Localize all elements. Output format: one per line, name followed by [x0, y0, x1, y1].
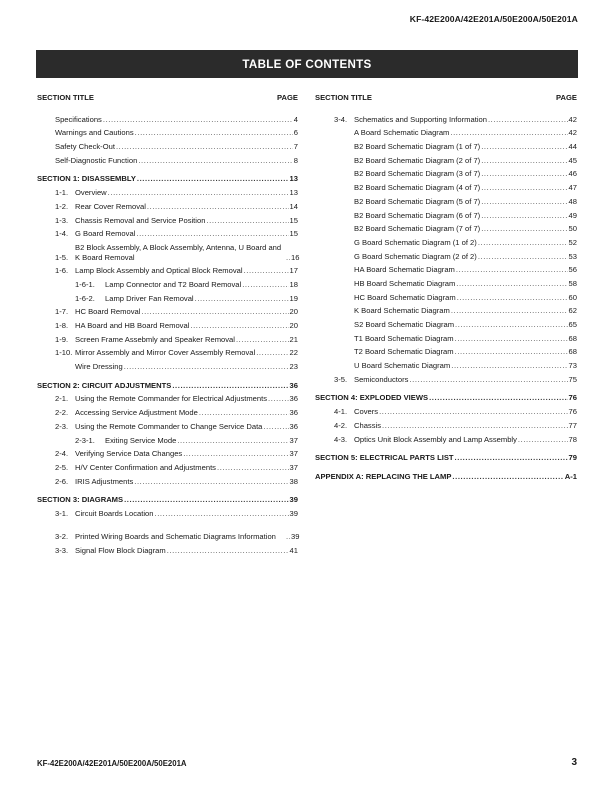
toc-column-left	[37, 93, 298, 556]
toc-entry-page: 36	[289, 421, 298, 431]
toc-entry-title: T1 Board Schematic Diagram	[354, 333, 454, 343]
toc-entry-title: Schematics and Supporting Information	[354, 114, 487, 124]
dot-leader	[141, 307, 288, 317]
toc-entry-title: Using the Remote Commander to Change Service Data	[75, 421, 263, 431]
dot-leader	[481, 197, 567, 207]
dot-leader	[286, 253, 290, 263]
toc-entry-page: 45	[568, 155, 577, 165]
dot-leader	[124, 495, 288, 505]
toc-entry[interactable]	[37, 542, 298, 556]
dot-leader	[478, 252, 568, 262]
dot-leader	[455, 320, 568, 330]
toc-entry-number: 1-7.	[55, 307, 69, 317]
toc-entry-title: Optics Unit Block Assembly and Lamp Assembly	[354, 434, 517, 444]
toc-entry-title: Screen Frame Assebmly and Speaker Removal	[75, 334, 235, 344]
toc-entry-number: 1-3.	[55, 215, 69, 225]
toc-entry[interactable]	[37, 304, 298, 318]
toc-entry-number: 2-5.	[55, 462, 69, 472]
toc-entry-title: Printed Wiring Boards and Schematic Diagrams Information	[75, 532, 276, 542]
toc-entry-page: 37	[289, 462, 298, 472]
toc-entry-page: 62	[568, 306, 577, 316]
toc-entry-number: 1-2.	[55, 201, 69, 211]
dot-leader	[167, 546, 289, 556]
toc-entry-page: 68	[568, 333, 577, 343]
toc-entry[interactable]	[37, 519, 298, 542]
dot-leader	[137, 174, 289, 184]
dot-leader	[429, 393, 567, 403]
toc-entry[interactable]	[37, 358, 298, 372]
toc-entry-title: G Board Schematic Diagram (2 of 2)	[354, 251, 477, 261]
toc-entry[interactable]	[37, 263, 298, 277]
toc-entry-page: 76	[568, 393, 577, 403]
toc-entry-title: Chassis	[354, 420, 382, 430]
toc-entry-title: Using the Remote Commander for Electrical Adjustments	[75, 394, 268, 404]
toc-entry-title: HB Board Schematic Diagram	[354, 278, 456, 288]
toc-entry-page: 39	[289, 495, 298, 505]
toc-entry-title: HA Board and HB Board Removal	[75, 321, 190, 331]
toc-entry-title: Lamp Connector and T2 Board Removal	[105, 279, 242, 289]
toc-entry-number: 3-3.	[55, 546, 69, 556]
toc-entry-title: Wire Dressing	[75, 362, 123, 372]
section-title-heading: SECTION TITLE	[37, 93, 94, 102]
dot-leader	[455, 347, 568, 357]
toc-entry-title: Covers	[354, 407, 379, 417]
toc-entry-page: 19	[289, 293, 298, 303]
toc-entry-title: Accessing Service Adjustment Mode	[75, 408, 198, 418]
toc-entry-page: 36	[289, 394, 298, 404]
dot-leader	[135, 128, 293, 138]
toc-entry-number: 3-2.	[55, 532, 69, 542]
dot-leader	[456, 279, 567, 289]
toc-section-entry[interactable]	[315, 468, 577, 482]
toc-entry[interactable]	[37, 125, 298, 139]
toc-entry[interactable]	[37, 459, 298, 473]
toc-entry[interactable]	[315, 179, 577, 193]
toc-entry[interactable]	[315, 166, 577, 180]
toc-entry-page: 38	[289, 476, 298, 486]
toc-entry-title: Self-Diagnostic Function	[55, 155, 138, 165]
toc-entry-title: Lamp Driver Fan Removal	[105, 293, 194, 303]
toc-entry-title: B2 Block Assembly, A Block Assembly, Antenna, U Board and K Board Removal	[75, 242, 282, 262]
toc-list-right	[315, 111, 577, 482]
toc-entry-page: 79	[568, 453, 577, 463]
toc-entry-page: 6	[293, 128, 298, 138]
toc-entry-title: HC Board Schematic Diagram	[354, 292, 456, 302]
page-title	[36, 50, 578, 78]
toc-entry-number: 1-5.	[55, 252, 69, 262]
toc-entry[interactable]	[37, 290, 298, 304]
toc-entry[interactable]	[37, 317, 298, 331]
toc-entry-page: 37	[289, 435, 298, 445]
toc-entry-title: B2 Board Schematic Diagram (2 of 7)	[354, 155, 481, 165]
toc-entry-page: 53	[568, 251, 577, 261]
toc-entry-title: H/V Center Confirmation and Adjustments	[75, 462, 216, 472]
dot-leader	[481, 169, 567, 179]
toc-entry-page: 21	[289, 334, 298, 344]
toc-entry-number: 1-9.	[55, 334, 69, 344]
toc-entry[interactable]	[37, 345, 298, 359]
dot-leader	[488, 115, 568, 125]
toc-entry[interactable]	[37, 212, 298, 226]
toc-entry[interactable]	[315, 357, 577, 371]
toc-entry-page: 58	[568, 278, 577, 288]
toc-entry-title: G Board Schematic Diagram (1 of 2)	[354, 237, 477, 247]
toc-entry-number: 2-3.	[55, 421, 69, 431]
section-title-heading: SECTION TITLE	[315, 93, 372, 102]
dot-leader	[481, 211, 567, 221]
toc-entry-title: SECTION 3: DIAGRAMS	[37, 495, 124, 505]
toc-entry-title: S2 Board Schematic Diagram	[354, 320, 455, 329]
toc-list-left	[37, 111, 298, 556]
toc-section-entry[interactable]	[37, 492, 298, 506]
toc-entry-number: 3-1.	[55, 508, 69, 518]
dot-leader	[481, 183, 567, 193]
toc-entry-number: 1-6-2.	[75, 293, 95, 303]
toc-entry-title: SECTION 4: EXPLODED VIEWS	[315, 393, 429, 403]
toc-entry-page: 78	[568, 434, 577, 444]
dot-leader	[177, 436, 288, 446]
toc-entry-number: 1-4.	[55, 229, 69, 239]
toc-entry[interactable]	[315, 262, 577, 276]
toc-entry[interactable]	[315, 316, 577, 330]
toc-entry-title: G Board Removal	[75, 229, 136, 239]
dot-leader	[268, 394, 289, 404]
toc-entry[interactable]	[315, 403, 577, 417]
toc-entry-page: 65	[568, 320, 577, 329]
toc-entry[interactable]	[315, 275, 577, 289]
toc-entry[interactable]	[37, 226, 298, 240]
dot-leader	[451, 306, 568, 316]
dot-leader	[450, 128, 567, 138]
toc-entry-page: 48	[568, 196, 577, 206]
dot-leader	[379, 407, 567, 417]
toc-entry-number: 2-6.	[55, 476, 69, 486]
toc-entry-number: 1-10.	[55, 348, 73, 358]
toc-entry-page: 37	[289, 449, 298, 459]
toc-entry-title: Signal Flow Block Diagram	[75, 546, 166, 556]
toc-section-entry[interactable]	[37, 377, 298, 391]
toc-entry-page: 39	[291, 532, 300, 542]
toc-entry-page: 20	[289, 321, 298, 331]
dot-leader	[286, 532, 290, 542]
toc-entry-page: 7	[293, 142, 298, 152]
dot-leader	[236, 335, 289, 345]
toc-entry-title: A Board Schematic Diagram	[354, 128, 450, 138]
toc-entry-number: 3-5.	[334, 374, 348, 384]
toc-entry-page: 41	[289, 546, 298, 556]
toc-entry-title: Verifying Service Data Changes	[75, 449, 183, 459]
toc-entry-title: Semiconductors	[354, 374, 409, 384]
toc-entry-title: B2 Board Schematic Diagram (3 of 7)	[354, 169, 481, 179]
toc-entry-number: 4-2.	[334, 420, 348, 430]
toc-entry[interactable]	[315, 193, 577, 207]
toc-entry[interactable]	[315, 234, 577, 248]
toc-entry-number: 4-3.	[334, 434, 348, 444]
toc-entry-number: 2-1.	[55, 394, 69, 404]
toc-entry[interactable]	[37, 276, 298, 290]
toc-entry[interactable]	[37, 505, 298, 519]
dot-leader	[242, 280, 288, 290]
toc-entry-page: 14	[289, 201, 298, 211]
toc-entry[interactable]	[315, 431, 577, 445]
dot-leader	[244, 266, 289, 276]
toc-entry[interactable]	[37, 473, 298, 487]
toc-entry[interactable]	[37, 138, 298, 152]
dot-leader	[116, 142, 293, 152]
toc-entry-title: B2 Board Schematic Diagram (7 of 7)	[354, 224, 481, 234]
toc-entry-title: B2 Board Schematic Diagram (6 of 7)	[354, 210, 481, 220]
toc-entry-page: 42	[568, 128, 577, 138]
dot-leader	[217, 463, 289, 473]
toc-entry-page: 15	[289, 229, 298, 239]
dot-leader	[134, 477, 288, 487]
toc-entry[interactable]	[315, 303, 577, 317]
toc-entry-number: 1-8.	[55, 321, 69, 331]
dot-leader	[452, 472, 563, 482]
toc-section-entry[interactable]	[315, 450, 577, 464]
toc-entry-page: 4	[293, 114, 298, 124]
toc-entry-number: 1-1.	[55, 188, 69, 198]
toc-entry-page: 8	[293, 155, 298, 165]
dot-leader	[138, 156, 292, 166]
toc-entry-page: 23	[289, 362, 298, 372]
toc-entry-number: 3-4.	[334, 114, 348, 124]
toc-entry-title: HC Board Removal	[75, 307, 141, 317]
dot-leader	[183, 449, 288, 459]
toc-entry-title: IRIS Adjustments	[75, 476, 134, 486]
column-header-left	[37, 93, 298, 103]
toc-section-entry[interactable]	[315, 390, 577, 404]
toc-entry[interactable]	[37, 111, 298, 125]
toc-entry-title: B2 Board Schematic Diagram (4 of 7)	[354, 183, 481, 193]
toc-entry-title: T2 Board Schematic Diagram	[354, 347, 454, 357]
toc-entry-title: Overview	[75, 188, 107, 198]
toc-entry[interactable]	[315, 138, 577, 152]
page-heading: PAGE	[277, 93, 298, 102]
toc-entry-number: 2-3-1.	[75, 435, 95, 445]
dot-leader	[409, 375, 567, 385]
toc-entry-title: HA Board Schematic Diagram	[354, 265, 455, 275]
toc-entry-page: 47	[568, 183, 577, 193]
toc-entry[interactable]	[315, 152, 577, 166]
toc-entry[interactable]	[315, 111, 577, 125]
dot-leader	[155, 509, 289, 519]
toc-entry-number: 2-4.	[55, 449, 69, 459]
toc-entry-title: Lamp Block Assembly and Optical Block Removal	[75, 266, 243, 276]
toc-entry[interactable]	[315, 248, 577, 262]
toc-entry-page: 18	[289, 279, 298, 289]
toc-entry-title: Safety Check-Out	[55, 142, 115, 152]
toc-entry[interactable]	[37, 391, 298, 405]
toc-entry-title: SECTION 1: DISASSEMBLY	[37, 174, 136, 184]
toc-entry-page: 39	[289, 508, 298, 518]
toc-entry-page: A-1	[564, 471, 577, 481]
toc-entry-page: 52	[568, 237, 577, 247]
toc-entry[interactable]	[37, 404, 298, 418]
toc-entry-title: U Board Schematic Diagram	[354, 361, 451, 371]
dot-leader	[136, 229, 288, 239]
toc-entry[interactable]	[37, 418, 298, 432]
toc-entry-title: APPENDIX A: REPLACING THE LAMP	[315, 471, 452, 481]
toc-entry[interactable]	[315, 125, 577, 139]
page-title-text: TABLE OF CONTENTS	[242, 57, 372, 71]
dot-leader	[481, 224, 567, 234]
toc-entry[interactable]	[37, 184, 298, 198]
toc-entry-page: 73	[568, 361, 577, 371]
dot-leader	[256, 348, 288, 358]
toc-entry[interactable]	[315, 417, 577, 431]
toc-entry-title: Specifications	[55, 114, 102, 124]
toc-entry[interactable]	[315, 371, 577, 385]
dot-leader	[455, 453, 568, 463]
toc-entry-page: 42	[568, 114, 577, 124]
dot-leader	[206, 216, 288, 226]
header-model: KF-42E200A/42E201A/50E200A/50E201A	[409, 14, 578, 24]
toc-entry[interactable]	[37, 239, 298, 262]
dot-leader	[103, 115, 293, 125]
toc-entry-page: 77	[568, 420, 577, 430]
toc-entry-title: Mirror Assembly and Mirror Cover Assembly Removal	[75, 348, 256, 358]
toc-entry-title: Circuit Boards Location	[75, 508, 154, 518]
toc-section-entry[interactable]	[37, 171, 298, 185]
toc-entry-page: 15	[289, 215, 298, 225]
page-number: 3	[571, 757, 577, 768]
toc-entry-page: 68	[568, 347, 577, 357]
footer-model: KF-42E200A/42E201A/50E200A/50E201A	[37, 759, 187, 768]
dot-leader	[481, 156, 567, 166]
toc-entry-page: 13	[289, 174, 298, 184]
dot-leader	[172, 381, 288, 391]
dot-leader	[124, 362, 289, 372]
toc-entry-page: 17	[289, 266, 298, 276]
dot-leader	[481, 142, 567, 152]
toc-entry-number: 1-6.	[55, 266, 69, 276]
toc-entry[interactable]	[315, 344, 577, 358]
toc-entry[interactable]	[37, 152, 298, 166]
toc-entry-page: 50	[568, 224, 577, 234]
toc-entry-page: 16	[291, 252, 300, 262]
dot-leader	[456, 265, 568, 275]
toc-entry[interactable]	[315, 289, 577, 303]
dot-leader	[518, 435, 568, 445]
toc-entry[interactable]	[37, 432, 298, 446]
dot-leader	[195, 294, 289, 304]
toc-entry-title: Chassis Removal and Service Position	[75, 215, 206, 225]
dot-leader	[455, 334, 568, 344]
dot-leader	[263, 422, 288, 432]
dot-leader	[190, 321, 288, 331]
toc-entry-page: 56	[568, 265, 577, 275]
toc-entry-page: 44	[568, 142, 577, 152]
toc-column-right	[315, 93, 577, 482]
toc-entry-title: Rear Cover Removal	[75, 201, 146, 211]
toc-entry[interactable]	[315, 330, 577, 344]
dot-leader	[478, 238, 568, 248]
toc-entry[interactable]	[37, 446, 298, 460]
toc-entry-page: 22	[289, 348, 298, 358]
page-heading: PAGE	[556, 93, 577, 102]
column-header-right	[315, 93, 577, 103]
toc-entry[interactable]	[315, 221, 577, 235]
toc-entry-page: 36	[289, 380, 298, 390]
toc-entry-page: 49	[568, 210, 577, 220]
toc-entry-page: 20	[289, 307, 298, 317]
dot-leader	[108, 188, 289, 198]
toc-entry-page: 46	[568, 169, 577, 179]
toc-entry-page: 75	[568, 374, 577, 384]
dot-leader	[199, 408, 289, 418]
toc-entry-title: K Board Schematic Diagram	[354, 306, 450, 316]
dot-leader	[147, 202, 289, 212]
toc-entry-title: SECTION 2: CIRCUIT ADJUSTMENTS	[37, 380, 172, 390]
toc-entry-title: B2 Board Schematic Diagram (1 of 7)	[354, 142, 481, 152]
toc-entry[interactable]	[315, 207, 577, 221]
toc-entry-title: Warnings and Cautions	[55, 128, 134, 138]
toc-entry[interactable]	[37, 198, 298, 212]
dot-leader	[451, 361, 567, 371]
dot-leader	[457, 293, 568, 303]
toc-entry-title: SECTION 5: ELECTRICAL PARTS LIST	[315, 453, 454, 463]
toc-entry-page: 36	[289, 408, 298, 418]
toc-entry-number: 1-6-1.	[75, 279, 95, 289]
toc-entry-number: 4-1.	[334, 407, 348, 417]
toc-entry-page: 60	[568, 292, 577, 302]
toc-entry-page: 13	[289, 188, 298, 198]
toc-entry-page: 76	[568, 407, 577, 417]
toc-entry-title: B2 Board Schematic Diagram (5 of 7)	[354, 196, 481, 206]
toc-entry-number: 2-2.	[55, 408, 69, 418]
dot-leader	[382, 421, 568, 431]
toc-entry-title: Exiting Service Mode	[105, 435, 177, 445]
toc-entry[interactable]	[37, 331, 298, 345]
